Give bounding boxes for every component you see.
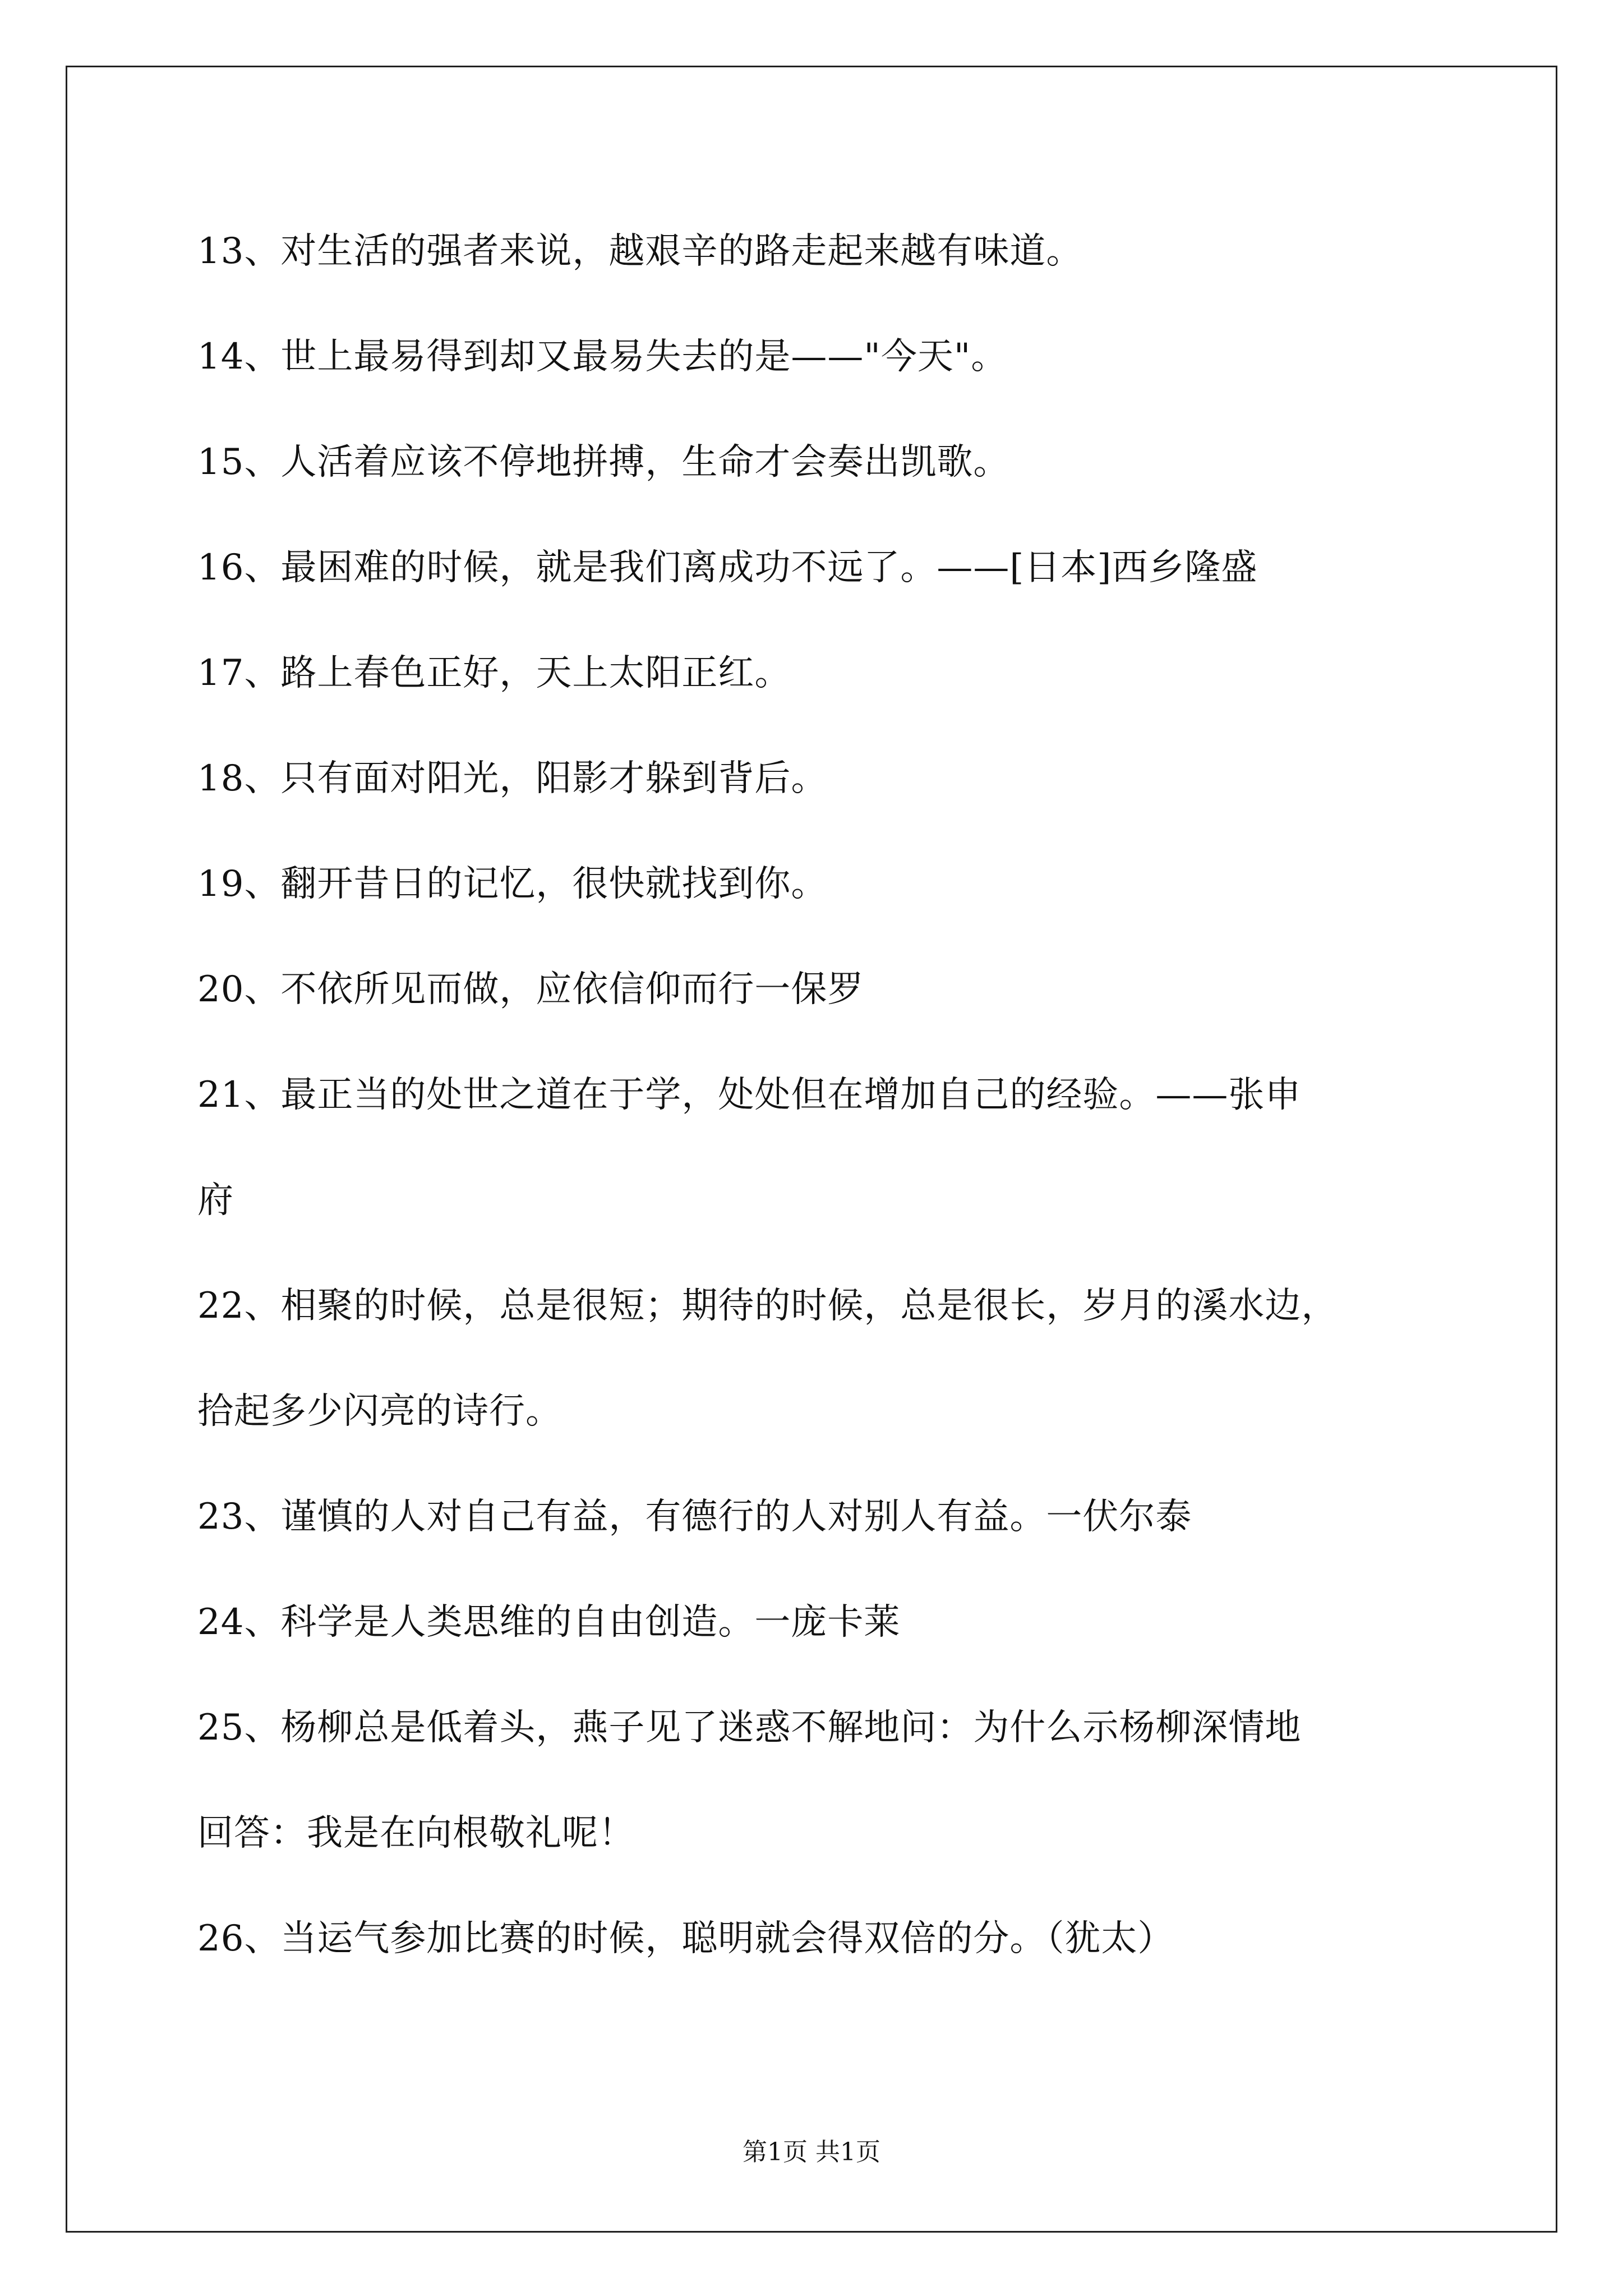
text-line: 20、不依所见而做，应依信仰而行一保罗	[197, 969, 864, 1010]
text-line: 15、人活着应该不停地拼搏，生命才会奏出凯歌。	[197, 441, 1010, 483]
page-footer	[0, 2132, 1623, 2168]
text-line: 26、当运气参加比赛的时候，聪明就会得双倍的分。（犹太）	[197, 1918, 1174, 1959]
text-line: 23、谨慎的人对自己有益，有德行的人对别人有益。一伏尔泰	[197, 1496, 1192, 1538]
page-number-label: 第1页 共1页	[743, 2138, 880, 2166]
text-line: 14、世上最易得到却又最易失去的是——"今天"。	[197, 336, 1008, 378]
text-line: 回答：我是在向根敬礼呢！	[197, 1812, 635, 1854]
document-body	[197, 224, 1487, 2017]
text-line: 19、翻开昔日的记忆，很快就找到你。	[197, 863, 828, 905]
text-line: 府	[197, 1180, 234, 1221]
text-line: 拾起多少闪亮的诗行。	[197, 1391, 562, 1432]
text-line: 17、路上春色正好，天上太阳正红。	[197, 652, 791, 694]
text-line: 22、相聚的时候，总是很短；期待的时候，总是很长，岁月的溪水边，	[197, 1285, 1338, 1327]
text-line: 21、最正当的处世之道在于学，处处但在增加自己的经验。——张申	[197, 1074, 1302, 1116]
text-line: 16、最困难的时候，就是我们离成功不远了。——[日本]西乡隆盛	[197, 547, 1258, 588]
text-line: 24、科学是人类思维的自由创造。一庞卡莱	[197, 1602, 901, 1643]
text-line: 18、只有面对阳光，阳影才躲到背后。	[197, 758, 828, 799]
text-line: 25、杨柳总是低着头，燕子见了迷惑不解地问：为什么示杨柳深情地	[197, 1707, 1302, 1749]
text-line: 13、对生活的强者来说，越艰辛的路走起来越有味道。	[197, 231, 1083, 272]
